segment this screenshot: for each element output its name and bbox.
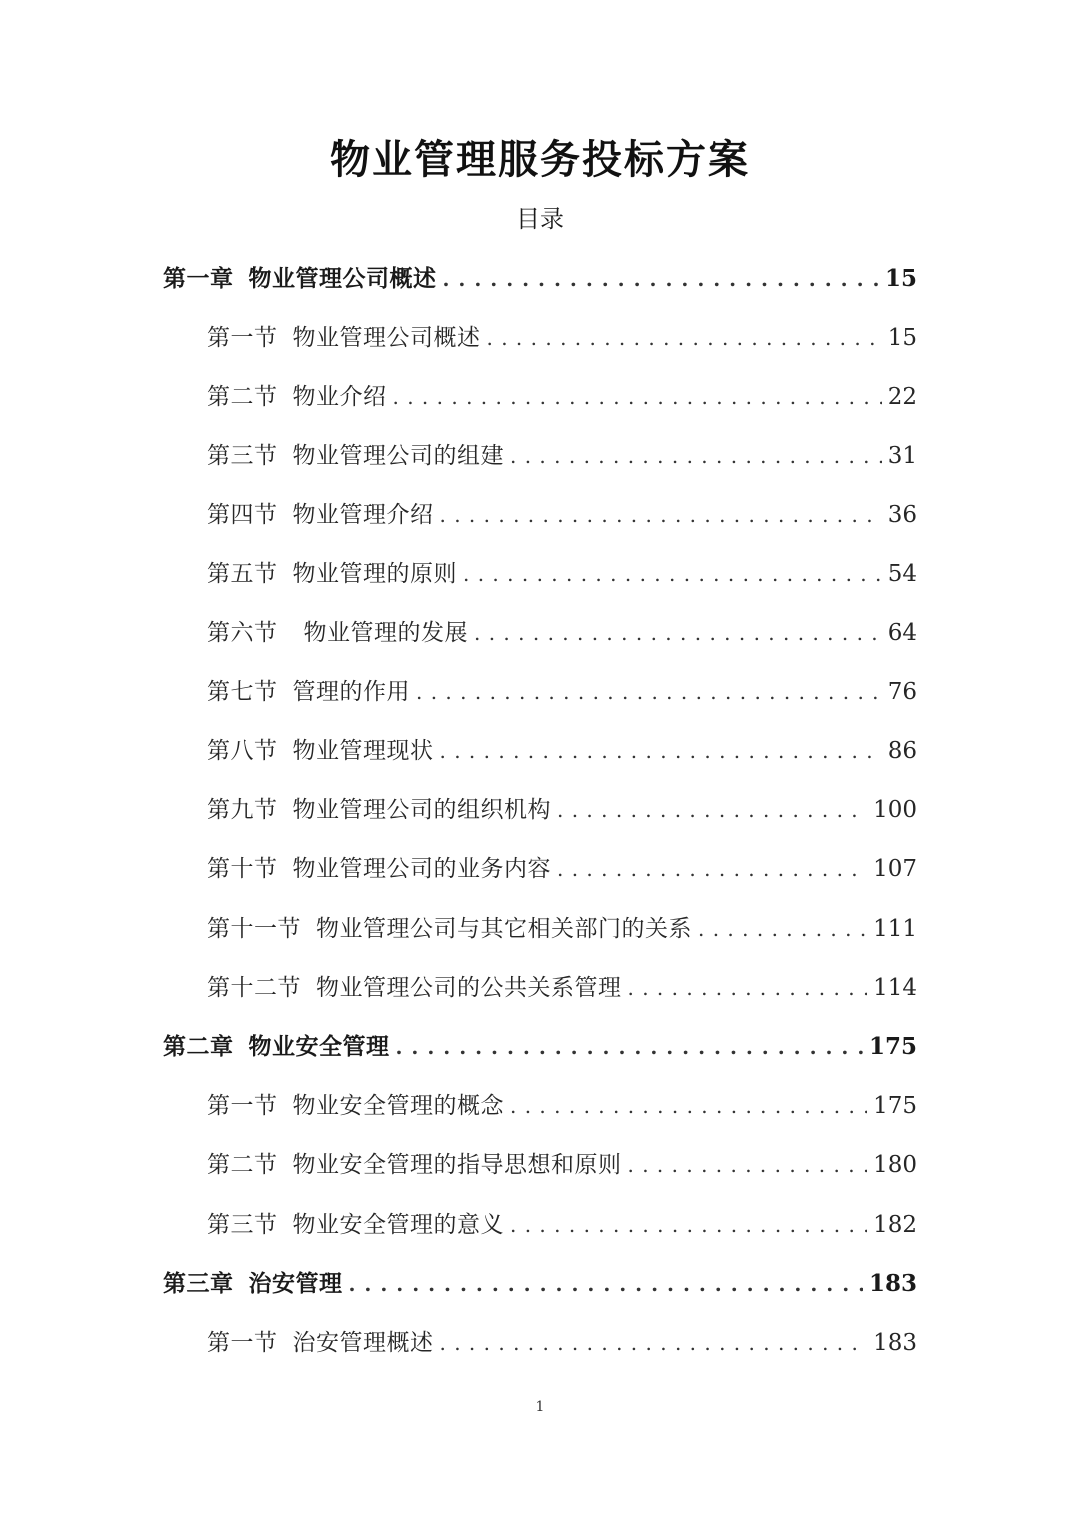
toc-entry-title: 物业管理公司概述 [248,265,437,292]
toc-entry-label [207,912,692,946]
toc-leader-dots [416,675,882,709]
toc-leader-dots [628,971,868,1005]
toc-entry-page: 15 [887,325,917,351]
toc-entry-label [207,852,551,886]
toc-section-1-9[interactable] [207,793,917,827]
toc-entry-page: 15 [884,265,917,292]
toc-section-1-5[interactable] [207,557,917,591]
toc-entry-title: 治安管理 [248,1270,343,1297]
toc-entry-title: 物业管理公司的组织机构 [292,797,551,823]
toc-entry-title: 物业管理公司的公共关系管理 [316,975,622,1001]
toc-entry-page: 64 [887,620,917,646]
toc-section-1-6[interactable] [207,616,917,650]
toc-leader-dots [487,321,882,355]
toc-entry-label [207,1208,504,1242]
toc-entry-title: 物业安全管理的概念 [292,1093,504,1119]
toc-entry-number: 第十二节 [207,975,301,1001]
toc-entry-number: 第九节 [207,797,278,823]
toc-entry-page: 114 [873,975,917,1001]
toc-entry-number: 第四节 [207,502,278,528]
toc-entry-number: 第十节 [207,856,278,882]
toc-entry-number: 第一节 [207,1330,278,1356]
toc-section-1-8[interactable] [207,734,917,768]
toc-leader-dots [557,852,867,886]
toc-entry-title: 物业介绍 [292,384,387,410]
toc-leader-dots [440,734,882,768]
toc-entry-title: 物业管理公司与其它相关部门的关系 [316,916,692,942]
toc-section-1-1[interactable] [207,321,917,355]
toc-entry-number: 第八节 [207,738,278,764]
toc-entry-title: 管理的作用 [292,679,410,705]
toc-entry-number: 第三章 [163,1270,234,1297]
toc-section-3-1[interactable] [207,1326,917,1360]
toc-entry-label [207,675,410,709]
toc-entry-label [207,380,387,414]
toc-entry-page: 22 [887,384,917,410]
toc-entry-title: 物业管理现状 [292,738,434,764]
toc-entry-label [163,1267,343,1301]
toc-entry-number: 第二节 [207,384,278,410]
toc-entry-page: 175 [868,1033,917,1060]
toc-entry-page: 180 [873,1152,917,1178]
toc-chapter-1[interactable] [163,262,917,296]
toc-entry-title: 物业管理公司概述 [292,325,481,351]
toc-entry-page: 183 [873,1330,917,1356]
toc-entry-number: 第三节 [207,1212,278,1238]
toc-chapter-2[interactable] [163,1030,917,1064]
toc-entry-number: 第六节 [207,620,278,646]
toc-entry-page: 107 [873,856,917,882]
toc-entry-title: 治安管理概述 [292,1330,434,1356]
document-title: 物业管理服务投标方案 [330,136,750,183]
toc-section-2-3[interactable] [207,1208,917,1242]
toc-entry-page: 100 [873,797,917,823]
toc-entry-label [207,616,468,650]
toc-entry-page: 175 [873,1093,917,1119]
toc-entry-label [163,1030,390,1064]
toc-section-1-7[interactable] [207,675,917,709]
toc-leader-dots [440,498,882,532]
page-number: 1 [535,1399,545,1415]
toc-entry-number: 第一节 [207,1093,278,1119]
toc-entry-page: 111 [873,916,917,942]
toc-entry-page: 183 [868,1270,917,1297]
toc-section-1-12[interactable] [207,971,917,1005]
toc-entry-title: 物业安全管理 [248,1033,390,1060]
toc-leader-dots [510,1208,867,1242]
toc-entry-label [207,971,622,1005]
toc-leader-dots [463,557,882,591]
toc-entry-number: 第十一节 [207,916,301,942]
toc-leader-dots [510,439,882,473]
toc-entry-page: 31 [887,443,917,469]
toc-entry-label [207,321,481,355]
toc-entry-label [207,498,434,532]
toc-leader-dots [349,1267,863,1301]
toc-entry-label [207,439,504,473]
toc-section-2-1[interactable] [207,1089,917,1123]
toc-entry-page: 54 [887,561,917,587]
toc-section-1-4[interactable] [207,498,917,532]
toc-entry-page: 86 [887,738,917,764]
toc-leader-dots [510,1089,867,1123]
toc-leader-dots [443,262,879,296]
toc-entry-number: 第二节 [207,1152,278,1178]
toc-leader-dots [557,793,867,827]
toc-leader-dots [628,1148,868,1182]
toc-entry-label [207,734,434,768]
toc-section-1-11[interactable] [207,912,917,946]
toc-entry-number: 第三节 [207,443,278,469]
toc-entry-title: 物业管理公司的组建 [292,443,504,469]
toc-leader-dots [440,1326,868,1360]
toc-leader-dots [474,616,882,650]
toc-entry-page: 182 [873,1212,917,1238]
toc-section-1-3[interactable] [207,439,917,473]
toc-entry-label [207,1148,622,1182]
toc-entry-title: 物业管理的原则 [292,561,457,587]
toc-entry-title: 物业管理公司的业务内容 [292,856,551,882]
toc-entry-title: 物业安全管理的指导思想和原则 [292,1152,622,1178]
toc-heading: 目录 [516,205,564,233]
toc-leader-dots [396,1030,863,1064]
toc-entry-number: 第一节 [207,325,278,351]
toc-section-2-2[interactable] [207,1148,917,1182]
toc-entry-page: 36 [887,502,917,528]
toc-entry-label [207,557,457,591]
toc-entry-label [207,1326,434,1360]
toc-entry-number: 第二章 [163,1033,234,1060]
toc-entry-label [163,262,437,296]
toc-entry-page: 76 [887,679,917,705]
toc-entry-number: 第一章 [163,265,234,292]
toc-section-1-2[interactable] [207,380,917,414]
toc-entry-number: 第七节 [207,679,278,705]
toc-entry-title: 物业管理介绍 [292,502,434,528]
toc-entry-number: 第五节 [207,561,278,587]
toc-entry-title: 物业安全管理的意义 [292,1212,504,1238]
toc-leader-dots [698,912,867,946]
toc-chapter-3[interactable] [163,1267,917,1301]
toc-entry-label [207,793,551,827]
toc-section-1-10[interactable] [207,852,917,886]
toc-entry-label [207,1089,504,1123]
toc-leader-dots [393,380,882,414]
toc-entry-title: 物业管理的发展 [303,620,468,646]
